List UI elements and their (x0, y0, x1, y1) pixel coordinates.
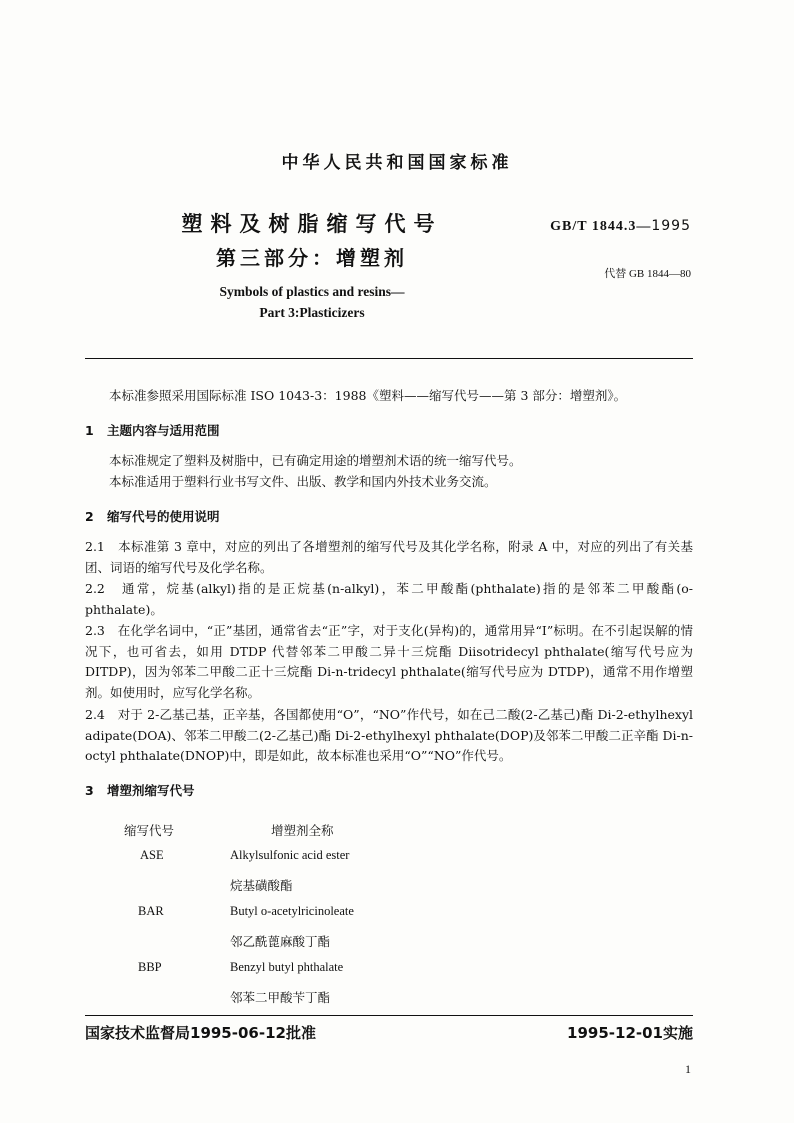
section2-number: 2 (85, 509, 94, 524)
table-row-name-en: Alkylsulfonic acid ester (230, 848, 350, 862)
footer-divider (85, 1015, 693, 1016)
intro-paragraph: 本标准参照采用国际标准 ISO 1043-3：1988《塑料——缩写代号——第 3 部分：增塑剂》。 (109, 388, 627, 403)
title-en-line1: Symbols of plastics and resins— (219, 284, 405, 299)
table-row-code: BAR (138, 904, 164, 918)
standard-number-code: GB/T 1844.3— (550, 219, 652, 234)
col-header-name: 增塑剂全称 (271, 823, 334, 838)
table-row-name-zh: 烷基磺酸酯 (230, 878, 293, 893)
clause-2-2: 2.2 通常，烷基(alkyl)指的是正烷基(n-alkyl)，苯二甲酸酯(phthalate)指的是邻苯二甲酸酯(o-phthalate)。 (85, 581, 693, 617)
section1-number: 1 (85, 423, 94, 438)
section3-title: 增塑剂缩写代号 (107, 783, 195, 798)
table-row-code: BBP (138, 960, 162, 974)
title-cn-line1: 塑料及树脂缩写代号 (181, 212, 443, 236)
issuing-org: 中华人民共和国国家标准 (281, 153, 513, 173)
replaces-standard: 代替 GB 1844—80 (604, 268, 691, 280)
effective-date: 1995-12-01实施 (567, 1024, 693, 1042)
standard-number (550, 218, 691, 235)
section3-heading (85, 781, 195, 799)
header-divider (85, 358, 693, 359)
section1-heading (85, 421, 220, 439)
clause-2-4: 2.4 对于 2-乙基己基，正辛基，各国都使用“O”，“NO”作代号，如在己二酸(2-乙基己)酯 Di-2-ethylhexyl adipate(DOA)、邻苯二甲酸二(2-乙基己)酯 Di-2-ethylhexyl phthalate(DOP)及邻苯二甲酸二正辛酯 Di-n-octyl phthalate(DNOP)中，即是如此，故本标准也采用“O”“NO”作代号。 (85, 707, 693, 763)
approval-date: 国家技术监督局1995-06-12批准 (85, 1024, 316, 1042)
table-row-name-en: Benzyl butyl phthalate (230, 960, 344, 974)
section1-title: 主题内容与适用范围 (107, 423, 220, 438)
table-row-name-zh: 邻苯二甲酸苄丁酯 (230, 990, 331, 1005)
section1-paragraph1: 本标准规定了塑料及树脂中，已有确定用途的增塑剂术语的统一缩写代号。 (109, 453, 522, 468)
section1-paragraph2: 本标准适用于塑料行业书写文件、出版、教学和国内外技术业务交流。 (109, 474, 497, 489)
table-row-code: ASE (140, 848, 164, 862)
clause-2-3: 2.3 在化学名词中，“正”基团，通常省去“正”字，对于支化(异构)的，通常用异“I”标明。在不引起误解的情况下，也可省去，如用 DTDP 代替邻苯二甲酸二异十三烷酯 Diisotridecyl phthalate(缩写代号应为 DITDP)，因为邻苯二甲酸二正十三烷酯 Di-n-tridecyl phthalate(缩写代号应为 DTDP)，通常不用作增塑剂。如使用时，应写化学名称。 (85, 623, 693, 700)
standard-number-year: 1995 (651, 218, 691, 234)
title-en-line2: Part 3:Plasticizers (259, 305, 365, 320)
table-row-name-en: Butyl o-acetylricinoleate (230, 904, 354, 918)
page-number: 1 (685, 1062, 691, 1076)
title-cn-line2: 第三部分：增塑剂 (216, 246, 408, 270)
table-row-name-zh: 邻乙酰蓖麻酸丁酯 (230, 934, 331, 949)
section2-title: 缩写代号的使用说明 (107, 509, 220, 524)
col-header-code: 缩写代号 (124, 823, 175, 838)
clause-2-1: 2.1 本标准第 3 章中，对应的列出了各增塑剂的缩写代号及其化学名称，附录 A 中，对应的列出了有关基团、词语的缩写代号及化学名称。 (85, 539, 693, 575)
section3-number: 3 (85, 783, 94, 798)
section2-heading (85, 507, 220, 525)
